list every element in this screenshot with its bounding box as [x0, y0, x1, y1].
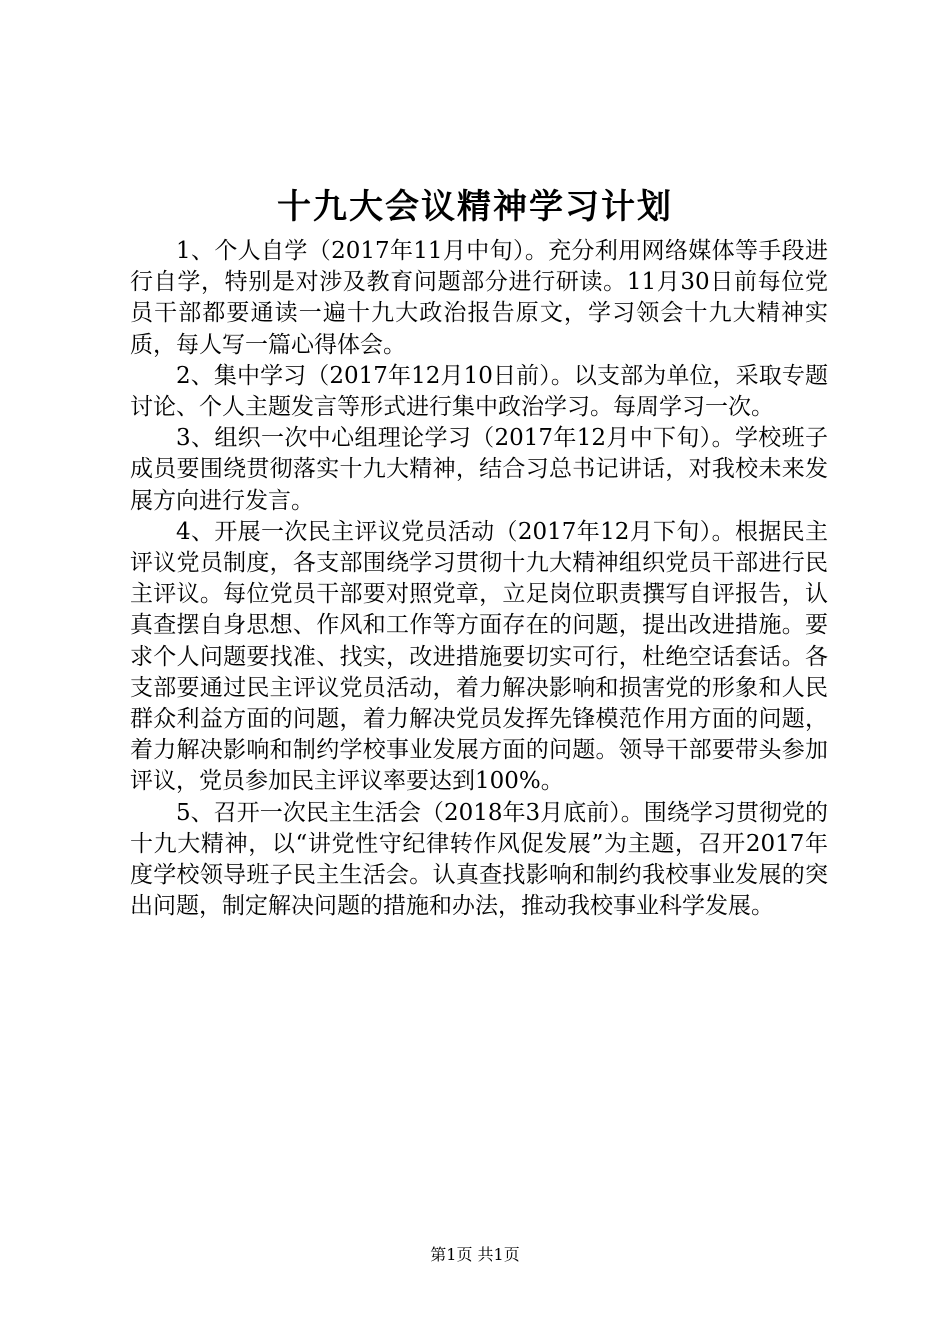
paragraph-2: 2、集中学习（2017年12月10日前）。以支部为单位，采取专题讨论、个人主题发言等形式进行集中政治学习。每周学习一次。	[130, 362, 828, 421]
page-title: 十九大会议精神学习计划	[277, 187, 673, 227]
document-body	[130, 236, 828, 922]
paragraph-4: 4、开展一次民主评议党员活动（2017年12月下旬）。根据民主评议党员制度，各支部围绕学习贯彻十九大精神组织党员干部进行民主评议。每位党员干部要对照党章，立足岗位职责撰写自评报告，认真查摆自身思想、作风和工作等方面存在的问题，提出改进措施。要求个人问题要找准、找实，改进措施要切实可行，杜绝空话套话。各支部要通过民主评议党员活动，着力解决影响和损害党的形象和人民群众利益方面的问题，着力解决党员发挥先锋模范作用方面的问题，着力解决影响和制约学校事业发展方面的问题。领导干部要带头参加评议，党员参加民主评议率要达到100%。	[130, 518, 828, 795]
paragraph-3: 3、组织一次中心组理论学习（2017年12月中下旬）。学校班子成员要围绕贯彻落实十九大精神，结合习总书记讲话，对我校未来发展方向进行发言。	[130, 425, 828, 514]
paragraph-1: 1、个人自学（2017年11月中旬）。充分利用网络媒体等手段进行自学，特别是对涉及教育问题部分进行研读。11月30日前每位党员干部都要通读一遍十九大政治报告原文，学习领会十九大精神实质，每人写一篇心得体会。	[130, 238, 828, 358]
page-footer: 第1页 共1页	[430, 1245, 520, 1264]
paragraph-5: 5、召开一次民主生活会（2018年3月底前）。围绕学习贯彻党的十九大精神，以“讲党性守纪律转作风促发展”为主题，召开2017年度学校领导班子民主生活会。认真查找影响和制约我校事业发展的突出问题，制定解决问题的措施和办法，推动我校事业科学发展。	[130, 799, 828, 920]
